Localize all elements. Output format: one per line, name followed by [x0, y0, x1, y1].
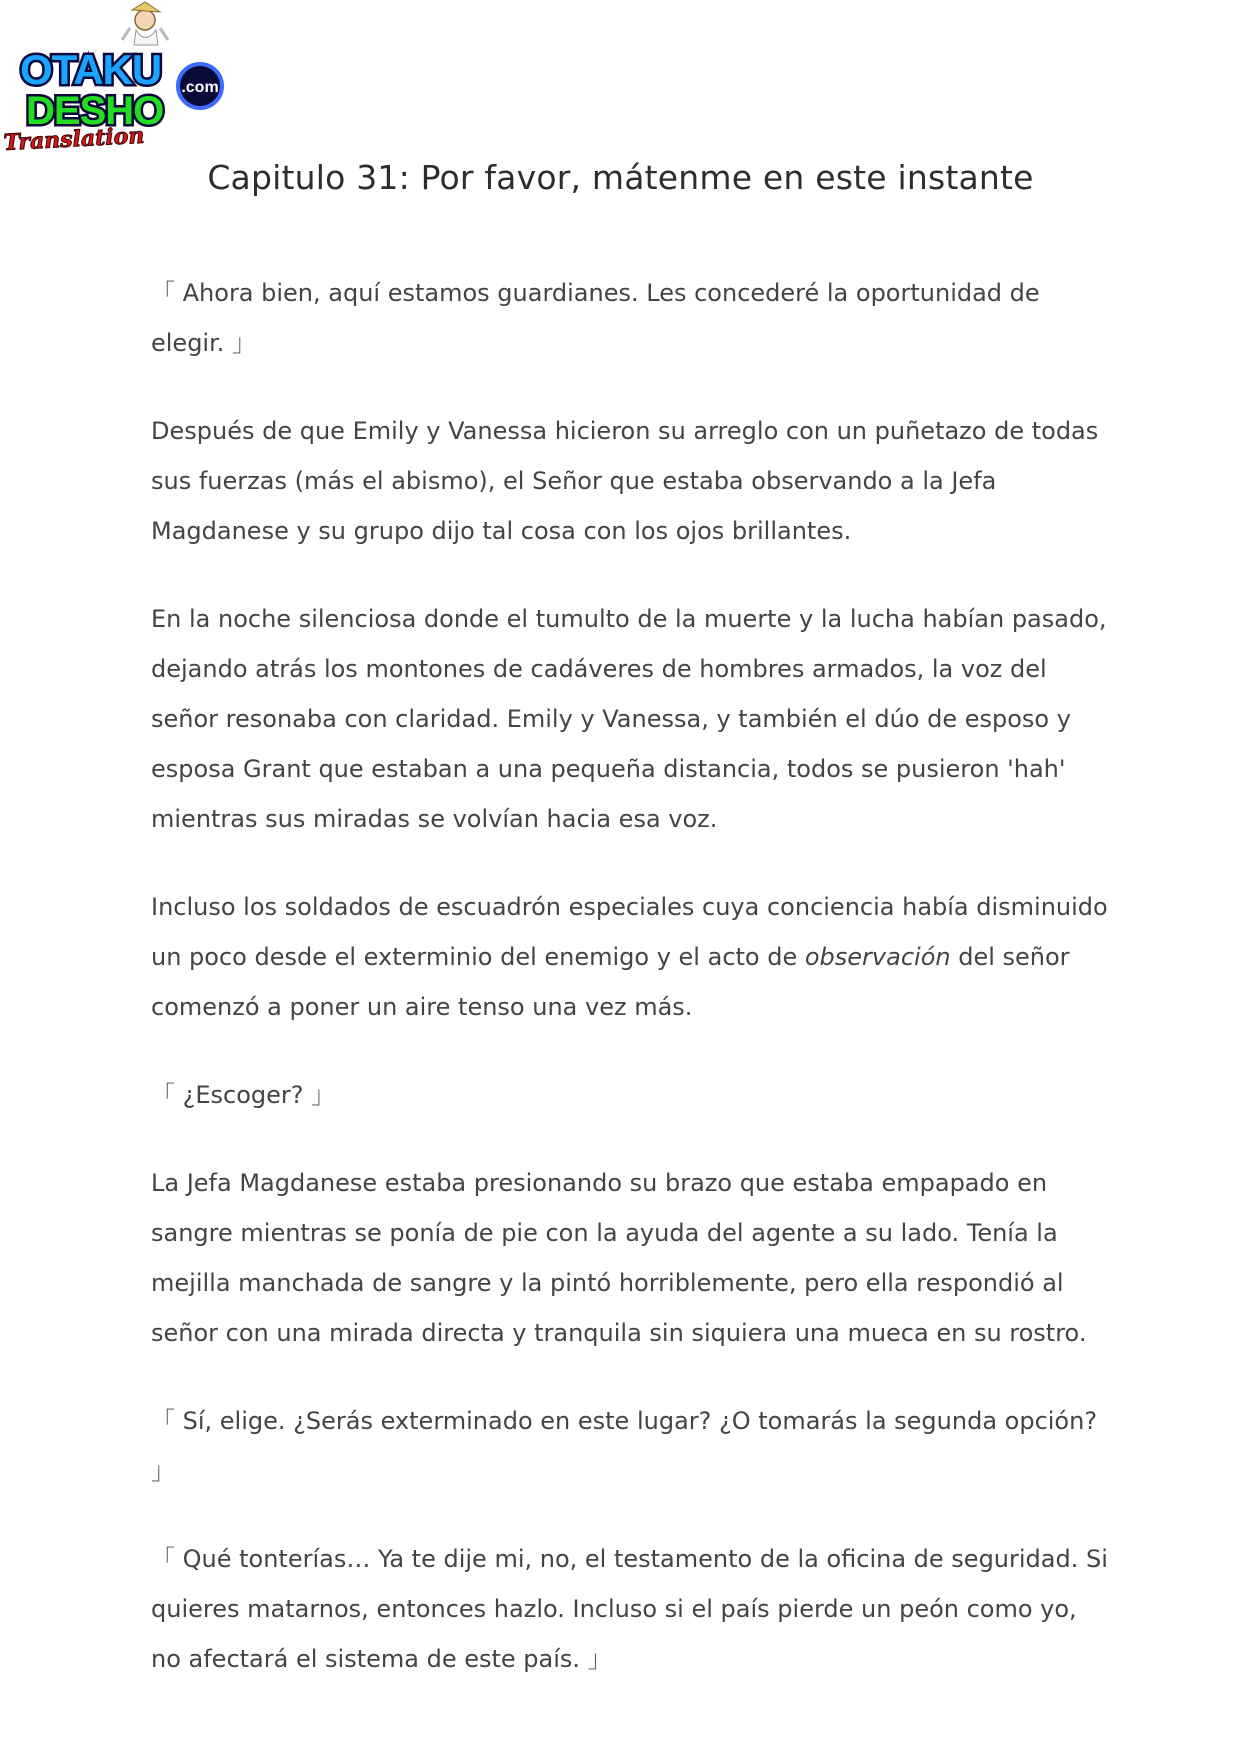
chapter-title: Capitulo 31: Por favor, mátenme en este instante — [207, 158, 1034, 197]
chapter-body — [151, 268, 1111, 1722]
dialogue-paragraph: 「 Ahora bien, aquí estamos guardianes. Les concederé la oportunidad de elegir. 」 — [151, 279, 1040, 357]
logo-tagline: Translation — [2, 122, 145, 156]
dialogue-paragraph: 「 Qué tonterías… Ya te dije mi, no, el testamento de la oficina de seguridad. Si quieres matarnos, entonces hazlo. Incluso si el país pierde un peón como yo, no afectará el sistema de este país. 」 — [151, 1545, 1108, 1673]
narration-paragraph: Después de que Emily y Vanessa hicieron su arreglo con un puñetazo de todas sus fuerzas (más el abismo), el Señor que estaba observando a la Jefa Magdanese y su grupo dijo tal cosa con los ojos brillantes. — [151, 417, 1099, 545]
narration-paragraph: La Jefa Magdanese estaba presionando su brazo que estaba empapado en sangre mientras se ponía de pie con la ayuda del agente a su lado. Tenía la mejilla manchada de sangre y la pintó horriblemente, pero ella respondió al señor con una mirada directa y tranquila sin siquiera una mueca en su rostro. — [151, 1169, 1087, 1347]
dialogue-paragraph: 「 ¿Escoger? 」 — [151, 1081, 336, 1109]
paragraph-text: Incluso los soldados de escuadrón especiales cuya conciencia había disminuido un poco desde el exterminio del enemigo y el acto de — [151, 893, 1108, 971]
narration-paragraph: En la noche silenciosa donde el tumulto de la muerte y la lucha habían pasado, dejando atrás los montones de cadáveres de hombres armados, la voz del señor resonaba con claridad. Emily y Vanessa, y también el dúo de esposo y esposa Grant que estaban a una pequeña distancia, todos se pusieron 'hah' mientras sus miradas se volvían hacia esa voz. — [151, 605, 1107, 833]
otakudesho-logo — [0, 0, 230, 160]
dialogue-paragraph: 「 Sí, elige. ¿Serás exterminado en este lugar? ¿O tomarás la segunda opción? 」 — [151, 1407, 1098, 1485]
emphasized-word: observación — [804, 943, 951, 971]
logo-line1: OTAKU — [20, 46, 162, 93]
paragraph-text: del señor comenzó a poner un aire tenso una vez más. — [151, 943, 1070, 1021]
narration-paragraph — [151, 882, 1111, 1032]
mascot-icon — [122, 2, 168, 45]
logo-suffix: .com — [181, 79, 219, 96]
logo-line2: DESHO — [26, 89, 164, 133]
